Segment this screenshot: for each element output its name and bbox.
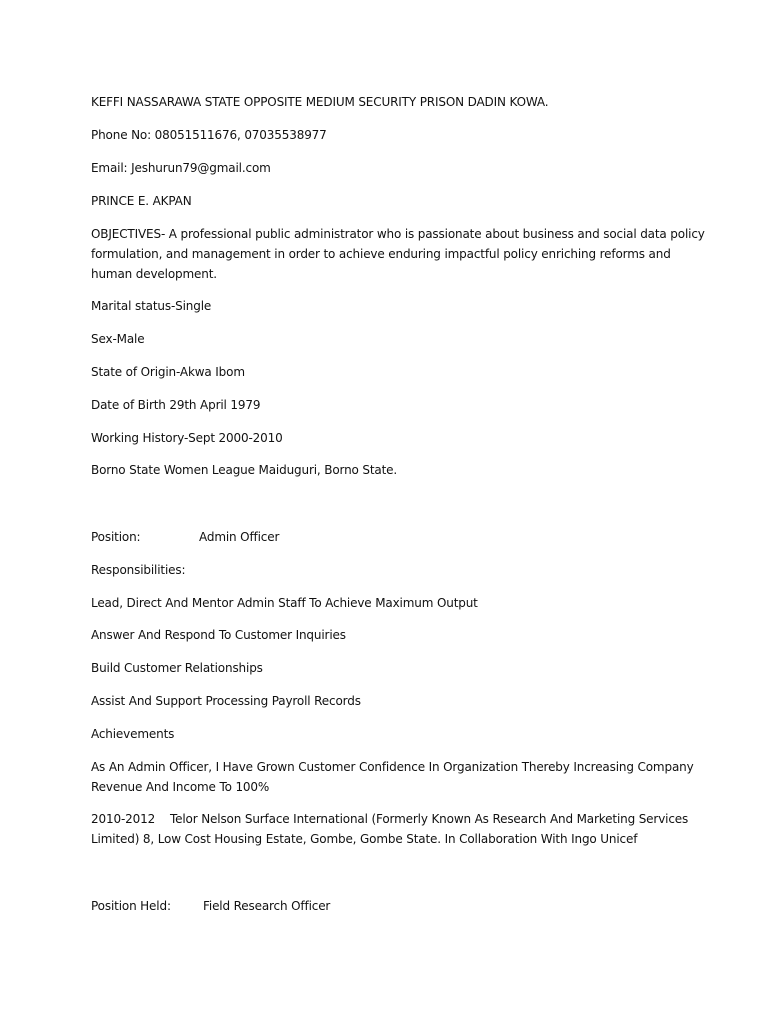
period-2: 2010-2012 [91, 812, 156, 826]
name-line: PRINCE E. AKPAN [91, 194, 192, 208]
marital-status-line: Marital status-Single [91, 299, 212, 313]
employer-1-line: Borno State Women League Maiduguri, Borno State. [91, 463, 398, 477]
position-held-label: Position Held: [91, 899, 171, 913]
responsibilities-label: Responsibilities: [91, 563, 186, 577]
objectives-line-1: OBJECTIVES- A professional public administrator who is passionate about business and social data policy [91, 227, 705, 241]
position-value: Admin Officer [199, 530, 280, 544]
achievements-label: Achievements [91, 727, 175, 741]
objectives-line-3: human development. [91, 267, 217, 281]
address-line: KEFFI NASSARAWA STATE OPPOSITE MEDIUM SECURITY PRISON DADIN KOWA. [91, 95, 549, 109]
achievement-line-2: Revenue And Income To 100% [91, 780, 270, 794]
date-of-birth-line: Date of Birth 29th April 1979 [91, 398, 261, 412]
responsibility-item: Build Customer Relationships [91, 661, 263, 675]
objectives-line-2: formulation, and management in order to achieve enduring impactful policy enriching reforms and [91, 247, 671, 261]
position-label: Position: [91, 530, 141, 544]
position-held-value: Field Research Officer [203, 899, 331, 913]
responsibility-item: Answer And Respond To Customer Inquiries [91, 628, 346, 642]
responsibility-item: Assist And Support Processing Payroll Records [91, 694, 361, 708]
achievement-line-1: As An Admin Officer, I Have Grown Customer Confidence In Organization Thereby Increasing Company [91, 760, 694, 774]
email-line: Email: Jeshurun79@gmail.com [91, 161, 271, 175]
state-of-origin-line: State of Origin-Akwa Ibom [91, 365, 245, 379]
employer-2-line-1: Telor Nelson Surface International (Formerly Known As Research And Marketing Services [170, 812, 689, 826]
employer-2-line-2: Limited) 8, Low Cost Housing Estate, Gombe, Gombe State. In Collaboration With Ingo Unicef [91, 832, 638, 846]
responsibility-item: Lead, Direct And Mentor Admin Staff To Achieve Maximum Output [91, 596, 478, 610]
working-history-line: Working History-Sept 2000-2010 [91, 431, 283, 445]
phone-line: Phone No: 08051511676, 07035538977 [91, 128, 327, 142]
sex-line: Sex-Male [91, 332, 145, 346]
